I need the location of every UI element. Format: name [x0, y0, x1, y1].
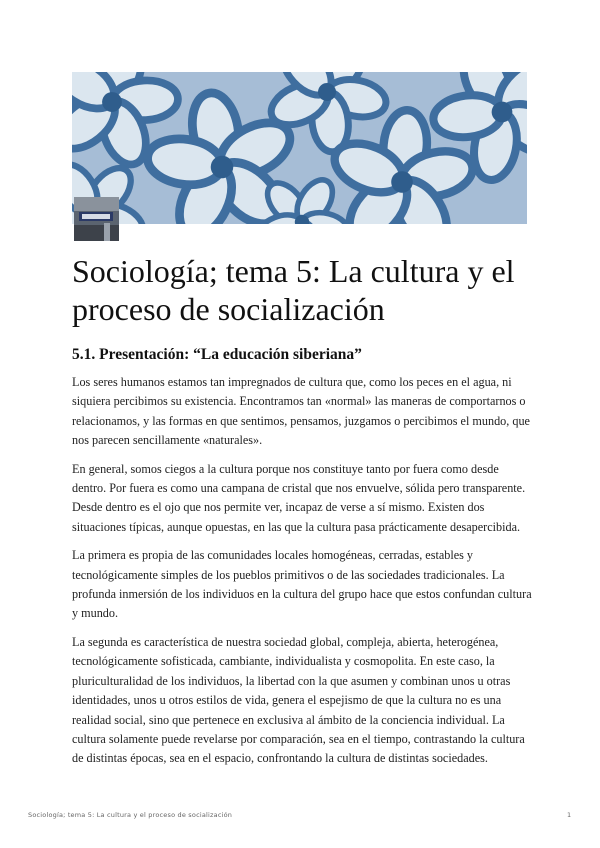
- footer-running-title: Sociología; tema 5: La cultura y el proceso de socialización: [28, 811, 233, 819]
- paragraph: En general, somos ciegos a la cultura porque nos constituye tanto por fuera como desde dentro. Por fuera es como una campana de cristal que nos envuelve, sólida pero transparente. Desde dentro es el ojo que nos permite ver, incapaz de verse a sí mismo. Existen dos situaciones típicas, aunque opuestas, en las que la cultura pasa prácticamente desapercibida.: [72, 461, 526, 534]
- page-title: Sociología; tema 5: La cultura y el proceso de socialización: [72, 253, 515, 327]
- body-text: [72, 373, 534, 778]
- paragraph: La primera es propia de las comunidades locales homogéneas, cerradas, estables y tecnológicamente simples de los pueblos primitivos o de las sociedades tradicionales. La profunda inmersión de los individuos en la cultura del grupo hace que estos confundan cultura y mundo.: [72, 548, 532, 621]
- footer-page-number: 1: [567, 811, 572, 819]
- section-heading: 5.1. Presentación: “La educación siberiana”: [72, 346, 362, 363]
- paragraph: Los seres humanos estamos tan impregnados de cultura que, como los peces en el agua, ni siquiera percibimos su existencia. Encontramos tan «normal» las maneras de comportarnos o relacionamos, y las formas en que sentimos, pensamos, juzgamos o percibimos el mundo, que nos parecen sencillamente «naturales».: [72, 375, 530, 448]
- paragraph: La segunda es característica de nuestra sociedad global, compleja, abierta, heterogénea, tecnológicamente sofisticada, cambiante, individualista y cosmopolita. En este caso, la pluriculturalidad de los individuos, la libertad con la que asumen y combinan unos u otras identidades, unos u otros estilos de vida, genera el espejismo de que la cultura no es una realidad social, sino que pertenece en exclusiva al ámbito de la conciencia individual. La cultura solamente puede revelarse por comparación, sea en el tiempo, contrastando la cultura de distintas épocas, sea en el espacio, confrontando la cultura de distintas sociedades.: [72, 634, 525, 766]
- header-banner-image: [72, 72, 527, 224]
- thumbnail-photo: [74, 197, 119, 241]
